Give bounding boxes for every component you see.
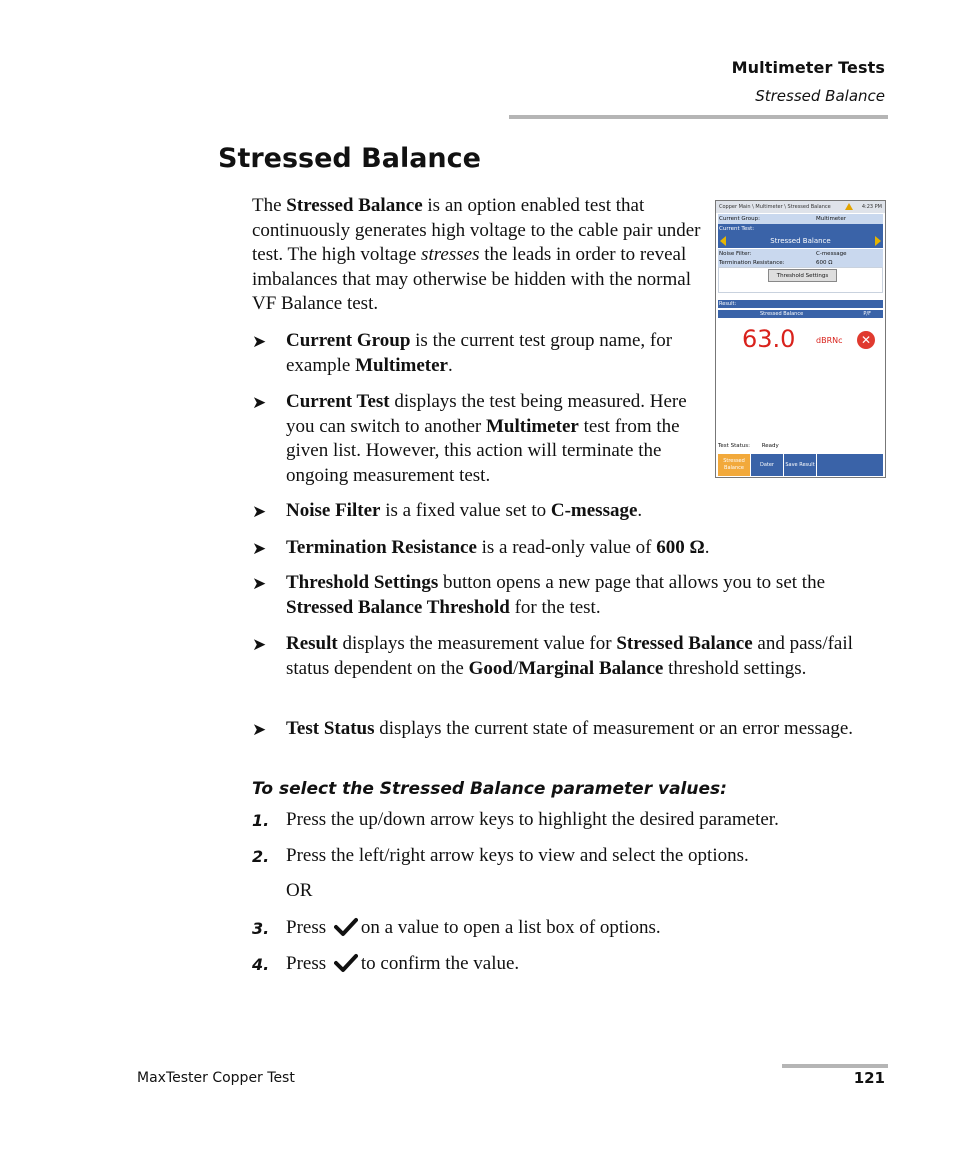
bullet-term: Multimeter xyxy=(485,415,579,437)
procedure-heading: To select the Stressed Balance parameter values: xyxy=(252,779,727,799)
checkmark-icon xyxy=(334,953,358,973)
bullet-arrow-icon: ➤ xyxy=(252,539,267,558)
stressed-balance-button[interactable]: Stressed Balance xyxy=(718,454,750,476)
device-screenshot xyxy=(715,200,886,478)
bullet-text: / xyxy=(512,657,519,679)
bullet-term: Current Test xyxy=(286,391,390,412)
list-item xyxy=(252,632,892,681)
list-item xyxy=(252,390,692,488)
step-number: 2. xyxy=(252,847,270,866)
fail-icon: ✕ xyxy=(857,331,875,349)
intro-bold: Stressed Balance xyxy=(286,195,423,216)
step-number: 4. xyxy=(252,955,270,974)
current-test-label: Current Test: xyxy=(719,226,755,232)
footer-rule xyxy=(782,1064,888,1068)
bullet-term: Threshold Settings xyxy=(286,572,439,593)
bullet-term: Stressed Balance Threshold xyxy=(286,596,510,618)
bullet-text: threshold settings. xyxy=(663,657,807,679)
current-test-selector[interactable] xyxy=(718,233,883,248)
bullet-arrow-icon: ➤ xyxy=(252,393,267,412)
page-number: 121 xyxy=(853,1069,885,1087)
or-separator: OR xyxy=(286,880,313,901)
bullet-term: Result xyxy=(286,633,338,654)
current-test-value: Stressed Balance xyxy=(770,237,831,245)
dater-button[interactable]: Dater xyxy=(751,454,783,476)
bullet-text: is a fixed value set to xyxy=(380,500,551,521)
noise-filter-value: C-message xyxy=(816,251,847,257)
pf-column-name: P/F xyxy=(863,311,871,317)
intro-italic: stresses xyxy=(421,244,480,265)
step-text: Press the up/down arrow keys to highlight the desired parameter. xyxy=(286,809,779,830)
intro-text: The xyxy=(252,195,287,216)
running-header-subtitle: Stressed Balance xyxy=(755,87,885,105)
bullet-text: displays the measurement value for xyxy=(337,633,617,654)
bullet-term: Test Status xyxy=(286,718,375,739)
step-text: Press the left/right arrow keys to view and select the options. xyxy=(286,845,749,866)
termination-label: Termination Resistance: xyxy=(719,260,785,266)
list-item xyxy=(252,499,892,524)
bullet-text: . xyxy=(704,537,710,558)
procedure-step xyxy=(252,916,661,941)
intro-text: the leads in order to reveal imbalances that may otherwise be hidden with the normal VF Balance test. xyxy=(252,244,691,314)
bullet-term: 600 Ω xyxy=(656,537,705,558)
device-title-bar xyxy=(716,201,885,213)
intro-paragraph xyxy=(252,194,712,317)
bullet-text: for the test. xyxy=(509,596,601,618)
current-group-label: Current Group: xyxy=(719,216,761,222)
bullet-text: is the current test group name, for example xyxy=(286,330,673,376)
result-value: 63.0 xyxy=(742,325,796,353)
checkmark-icon xyxy=(334,917,358,937)
bullet-term: Multimeter xyxy=(355,354,448,376)
bullet-text: displays the test being measured. Here you can switch to another xyxy=(286,391,687,437)
footer-product: MaxTester Copper Test xyxy=(137,1070,295,1086)
current-group-value: Multimeter xyxy=(816,216,846,222)
result-column-name: Stressed Balance xyxy=(760,311,804,317)
list-item xyxy=(252,536,892,561)
step-text: Press xyxy=(286,953,327,974)
noise-filter-label: Noise Filter: xyxy=(719,251,752,257)
bullet-term: Marginal Balance xyxy=(518,657,664,679)
test-status-label: Test Status: xyxy=(718,443,750,449)
result-unit: dBRNc xyxy=(816,336,843,345)
bullet-arrow-icon: ➤ xyxy=(252,574,267,593)
test-status-value: Ready xyxy=(761,443,779,449)
bullet-term: Noise Filter xyxy=(286,500,381,521)
threshold-settings-button[interactable]: Threshold Settings xyxy=(768,269,837,282)
bullet-arrow-icon: ➤ xyxy=(252,635,267,654)
bullet-arrow-icon: ➤ xyxy=(252,720,267,739)
list-item xyxy=(252,571,892,620)
bullet-term: C-message xyxy=(550,500,638,521)
bullet-text: test from the given list. However, this action will terminate the ongoing measurement test. xyxy=(286,415,680,486)
bullet-term: Stressed Balance xyxy=(616,633,753,654)
result-header xyxy=(718,300,883,308)
device-time: 4:23 PM xyxy=(861,204,882,210)
bullet-text: is a read-only value of xyxy=(476,537,657,558)
bullet-term: Good xyxy=(468,657,513,679)
empty-softkey-bar xyxy=(817,454,883,476)
arrow-right-icon[interactable] xyxy=(875,236,881,246)
test-status-row xyxy=(718,443,779,449)
step-number: 3. xyxy=(252,919,270,938)
intro-text: is an option enabled test that continuously generates high voltage to the cable pair under test. The high voltage xyxy=(252,195,701,265)
list-item xyxy=(252,329,712,378)
step-text: to confirm the value. xyxy=(360,953,520,974)
bullet-term: Current Group xyxy=(286,330,411,351)
list-item xyxy=(252,717,872,742)
result-label: Result: xyxy=(719,301,737,307)
current-group-row[interactable] xyxy=(718,214,883,224)
procedure-step xyxy=(252,952,519,977)
bullet-text: and pass/fail status dependent on the xyxy=(286,633,853,679)
page-title: Stressed Balance xyxy=(218,143,481,174)
bullet-arrow-icon: ➤ xyxy=(252,502,267,521)
termination-value: 600 Ω xyxy=(816,260,833,266)
save-result-button[interactable]: Save Result xyxy=(784,454,816,476)
bullet-arrow-icon: ➤ xyxy=(252,332,267,351)
header-rule xyxy=(509,115,888,119)
warning-icon xyxy=(845,203,853,210)
bullet-text: displays the current state of measurement or an error message. xyxy=(374,718,854,739)
bullet-term: Termination Resistance xyxy=(286,537,477,558)
step-text: on a value to open a list box of options. xyxy=(360,917,661,938)
device-breadcrumb: Copper Main \ Multimeter \ Stressed Balance xyxy=(719,204,831,210)
running-header-title: Multimeter Tests xyxy=(731,58,885,77)
result-columns xyxy=(718,310,883,318)
procedure-step xyxy=(252,808,779,833)
bullet-text: button opens a new page that allows you to set the xyxy=(438,572,826,593)
procedure-step xyxy=(252,844,749,869)
step-number: 1. xyxy=(252,811,270,830)
step-text: Press xyxy=(286,917,327,938)
bullet-text: . xyxy=(447,354,453,376)
threshold-panel xyxy=(718,267,883,293)
bullet-text: . xyxy=(637,500,643,521)
